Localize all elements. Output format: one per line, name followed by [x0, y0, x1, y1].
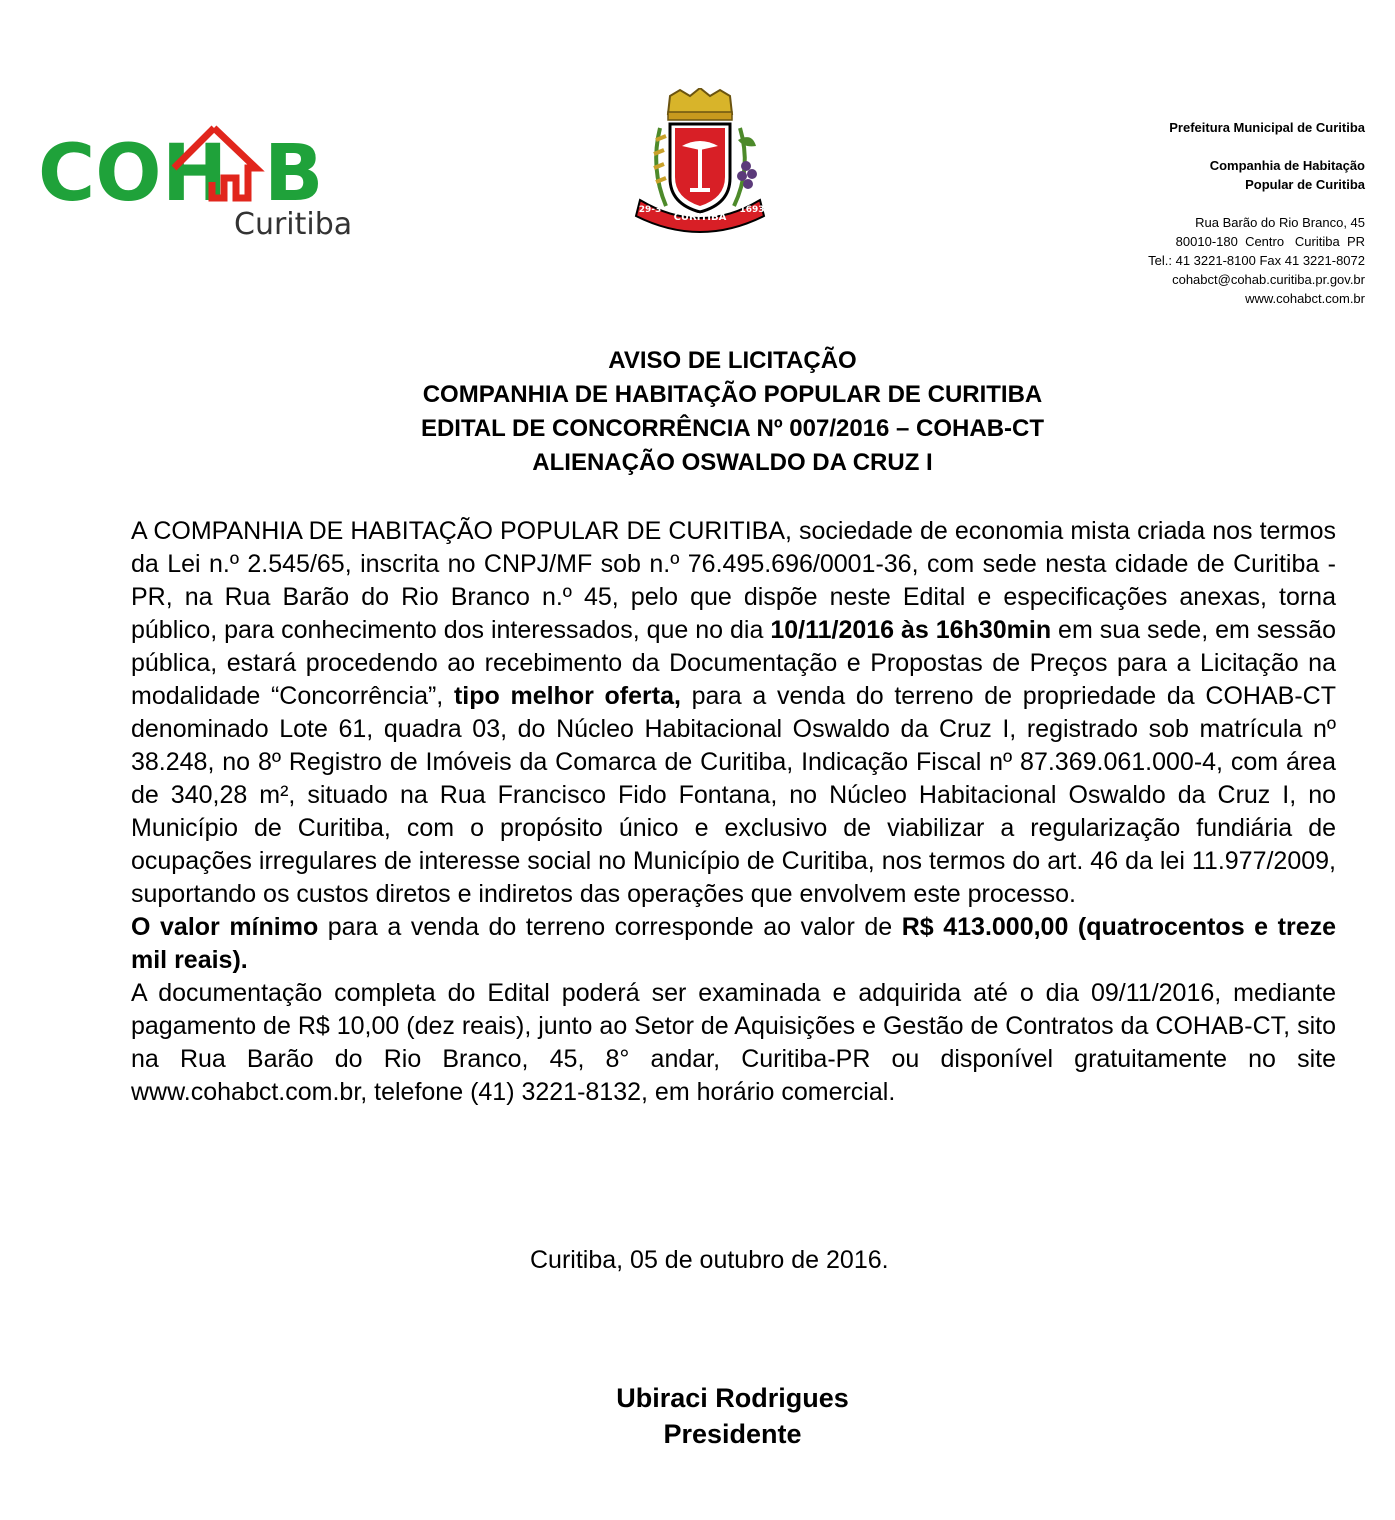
svg-text:CURITIBA: CURITIBA: [673, 212, 727, 223]
paragraph-1: A COMPANHIA DE HABITAÇÃO POPULAR DE CURITIBA, sociedade de economia mista criada nos termos da Lei n.º 2.545/65, inscrita no CNPJ/MF sob n.º 76.495.696/0001-36, com sede nesta cidade de Curitiba - PR, na Rua Barão do Rio Branco n.º 45, pelo que dispõe neste Edital e especificações anexas, torna público, para conhecimento dos interessados, que no dia 10/11/2016 às 16h30min em sua sede, em sessão pública, estará procedendo ao recebimento da Documentação e Propostas de Preços para a Licitação na modalidade “Concorrência”, tipo melhor oferta, para a venda do terreno de propriedade da COHAB-CT denominado Lote 61, quadra 03, do Núcleo Habitacional Oswaldo da Cruz I, registrado sob matrícula nº 38.248, no 8º Registro de Imóveis da Comarca de Curitiba, Indicação Fiscal nº 87.369.061.000-4, com área de 340,28 m², situado na Rua Francisco Fido Fontana, no Núcleo Habitacional Oswaldo da Cruz I, no Município de Curitiba, com o propósito único e exclusivo de viabilizar a regularização fundiária de ocupações irregulares de interesse social no Município de Curitiba, nos termos do art. 46 da lei 11.977/2009, suportando os custos diretos e indiretos das operações que envolvem este processo.: [131, 517, 1336, 908]
email: cohabct@cohab.curitiba.pr.gov.br: [1172, 272, 1365, 287]
coat-of-arms-icon: [620, 88, 780, 238]
svg-text:H: H: [162, 129, 228, 219]
title-line3: EDITAL DE CONCORRÊNCIA Nº 007/2016 – COHAB-CT: [420, 415, 1045, 442]
org-line2: Companhia de Habitação: [1209, 158, 1365, 173]
address-line1: Rua Barão do Rio Branco, 45: [1195, 215, 1365, 230]
signatory-name: Ubiraci Rodrigues: [616, 1383, 849, 1413]
svg-text:1693: 1693: [739, 205, 765, 215]
title-line2: COMPANHIA DE HABITAÇÃO POPULAR DE CURITIBA: [422, 381, 1043, 408]
place-date: Curitiba, 05 de outubro de 2016.: [530, 1246, 889, 1274]
address-line2: 80010-180 Centro Curitiba PR: [1175, 234, 1365, 249]
signature-block: [530, 1380, 935, 1452]
logo-subtitle: Curitiba: [234, 207, 353, 242]
svg-text:B: B: [264, 129, 324, 219]
paragraph-2: O valor mínimo para a venda do terreno corresponde ao valor de R$ 413.000,00 (quatrocentos e treze mil reais).: [131, 913, 1336, 974]
svg-text:29-3: 29-3: [638, 205, 662, 215]
organization-header: [945, 118, 1365, 308]
notice-title: [0, 344, 1395, 480]
website: www.cohabct.com.br: [1245, 291, 1365, 306]
title-line1: AVISO DE LICITAÇÃO: [608, 347, 857, 374]
org-line3: Popular de Curitiba: [1245, 177, 1365, 192]
cohab-logo: [38, 122, 358, 242]
notice-body: [131, 515, 1336, 1109]
svg-text:CO: CO: [38, 129, 162, 219]
org-line1: Prefeitura Municipal de Curitiba: [1169, 120, 1365, 135]
signatory-role: Presidente: [663, 1419, 802, 1449]
phone: Tel.: 41 3221-8100 Fax 41 3221-8072: [1148, 253, 1365, 268]
paragraph-3: A documentação completa do Edital poderá ser examinada e adquirida até o dia 09/11/2016, mediante pagamento de R$ 10,00 (dez reais), junto ao Setor de Aquisições e Gestão de Contratos da COHAB-CT, sito na Rua Barão do Rio Branco, 45, 8° andar, Curitiba-PR ou disponível gratuitamente no site www.cohabct.com.br, telefone (41) 3221-8132, em horário comercial.: [131, 979, 1336, 1106]
title-line4: ALIENAÇÃO OSWALDO DA CRUZ I: [532, 449, 933, 476]
